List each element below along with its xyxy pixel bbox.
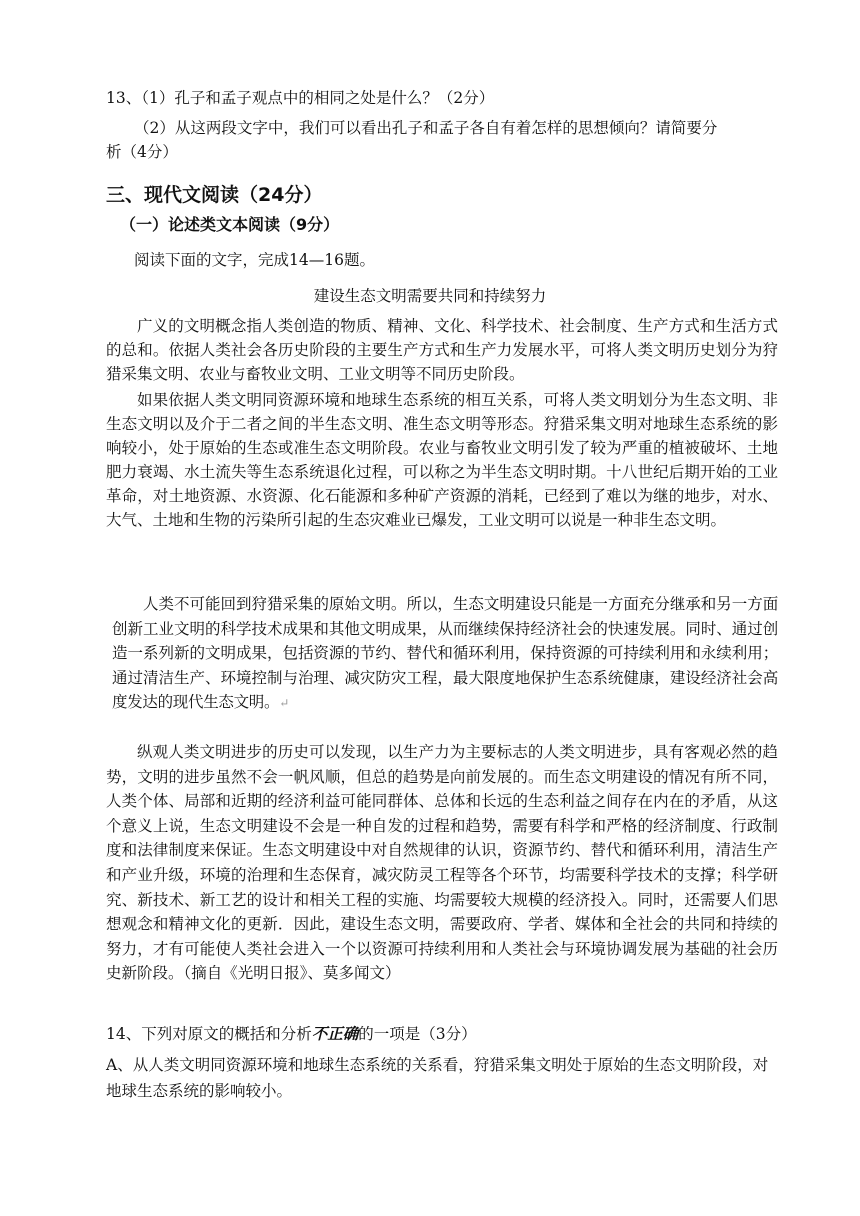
question-13-part-2-continued: 析（4分）	[106, 143, 178, 161]
section-3-title: 三、现代文阅读（24分）	[106, 184, 323, 206]
question-14-stem	[106, 1024, 477, 1044]
article-paragraph-1: 广义的文明概念指人类创造的物质、精神、文化、科学技术、社会制度、生产方式和生活方式的总和。依据人类社会各历史阶段的主要生产方式和生产力发展水平，可将人类文明历史划分为狩猎采集文明、农业与畜牧业文明、工业文明等不同历史阶段。	[106, 317, 778, 383]
article-paragraph-4: 纵观人类文明进步的历史可以发现，以生产力为主要标志的人类文明进步，具有客观必然的趋势，文明的进步虽然不会一帆风顺，但总的趋势是向前发展的。而生态文明建设的情况有所不同，人类个体、局部和近期的经济利益可能同群体、总体和长远的生态利益之间存在内在的矛盾，从这个意义上说，生态文明建设不会是一种自发的过程和趋势，需要有科学和严格的经济制度、行政制度和法律制度来保证。生态文明建设中对自然规律的认识，资源节约、替代和循环利用，清洁生产和产业升级，环境的治理和生态保育，减灾防灵工程等各个环节，均需要科学技术的支撑；科学研究、新技术、新工艺的设计和相关工程的实施、均需要较大规模的经济投入。同时，还需要人们思想观念和精神文化的更新．因此，建设生态文明，需要政府、学者、媒体和全社会的共同和持续的努力，才有可能使人类社会进入一个以资源可持续利用和人类社会与环境协调发展为基础的社会历史新阶段。（摘自《光明日报》、莫多闻文）	[106, 743, 778, 983]
subsection-1-title: （一）论述类文本阅读（9分）	[120, 215, 340, 234]
reading-instruction: 阅读下面的文字，完成14—16题。	[134, 251, 375, 269]
paragraph-mark-icon: ↵	[279, 696, 289, 710]
article-paragraph-3	[112, 592, 778, 716]
question-14-option-a: A、从人类文明同资源环境和地球生态系统的关系看，狩猎采集文明处于原始的生态文明阶段，对地球生态系统的影响较小。	[106, 1056, 769, 1100]
article-title: 建设生态文明需要共同和持续努力	[313, 287, 547, 305]
question-13-part-1: 13、（1）孔子和孟子观点中的相同之处是什么？（2分）	[106, 89, 495, 107]
question-14-emphasis: 不正确	[311, 1025, 359, 1043]
question-14-prefix: 14、下列对原文的概括和分析	[106, 1025, 312, 1043]
article-paragraph-3-text: 人类不可能回到狩猎采集的原始文明。所以，生态文明建设只能是一方面充分继承和另一方面创新工业文明的科学技术成果和其他文明成果，从而继续保持经济社会的快速发展。同时、通过创造一系列新的文明成果，包括资源的节约、替代和循环利用，保持资源的可持续利用和永续利用；通过清洁生产、环境控制与治理、减灾防灾工程，最大限度地保护生态系统健康，建设经济社会高度发达的现代生态文明。	[112, 595, 778, 711]
question-14-suffix: 的一项是（3分）	[358, 1025, 477, 1043]
article-paragraph-2: 如果依据人类文明同资源环境和地球生态系统的相互关系，可将人类文明划分为生态文明、非生态文明以及介于二者之间的半生态文明、准生态文明等形态。狩猎采集文明对地球生态系统的影响较小，处于原始的生态或准生态文明阶段。农业与畜牧业文明引发了较为严重的植被破坏、土地肥力衰竭、水土流失等生态系统退化过程，可以称之为半生态文明时期。十八世纪后期开始的工业革命，对土地资源、水资源、化石能源和多种矿产资源的消耗，已经到了难以为继的地步，对水、大气、土地和生物的污染所引起的生态灾难业已爆发，工业文明可以说是一种非生态文明。	[106, 391, 778, 529]
question-13-part-2: （2）从这两段文字中，我们可以看出孔子和孟子各自有着怎样的思想倾向？请简要分	[134, 119, 718, 137]
